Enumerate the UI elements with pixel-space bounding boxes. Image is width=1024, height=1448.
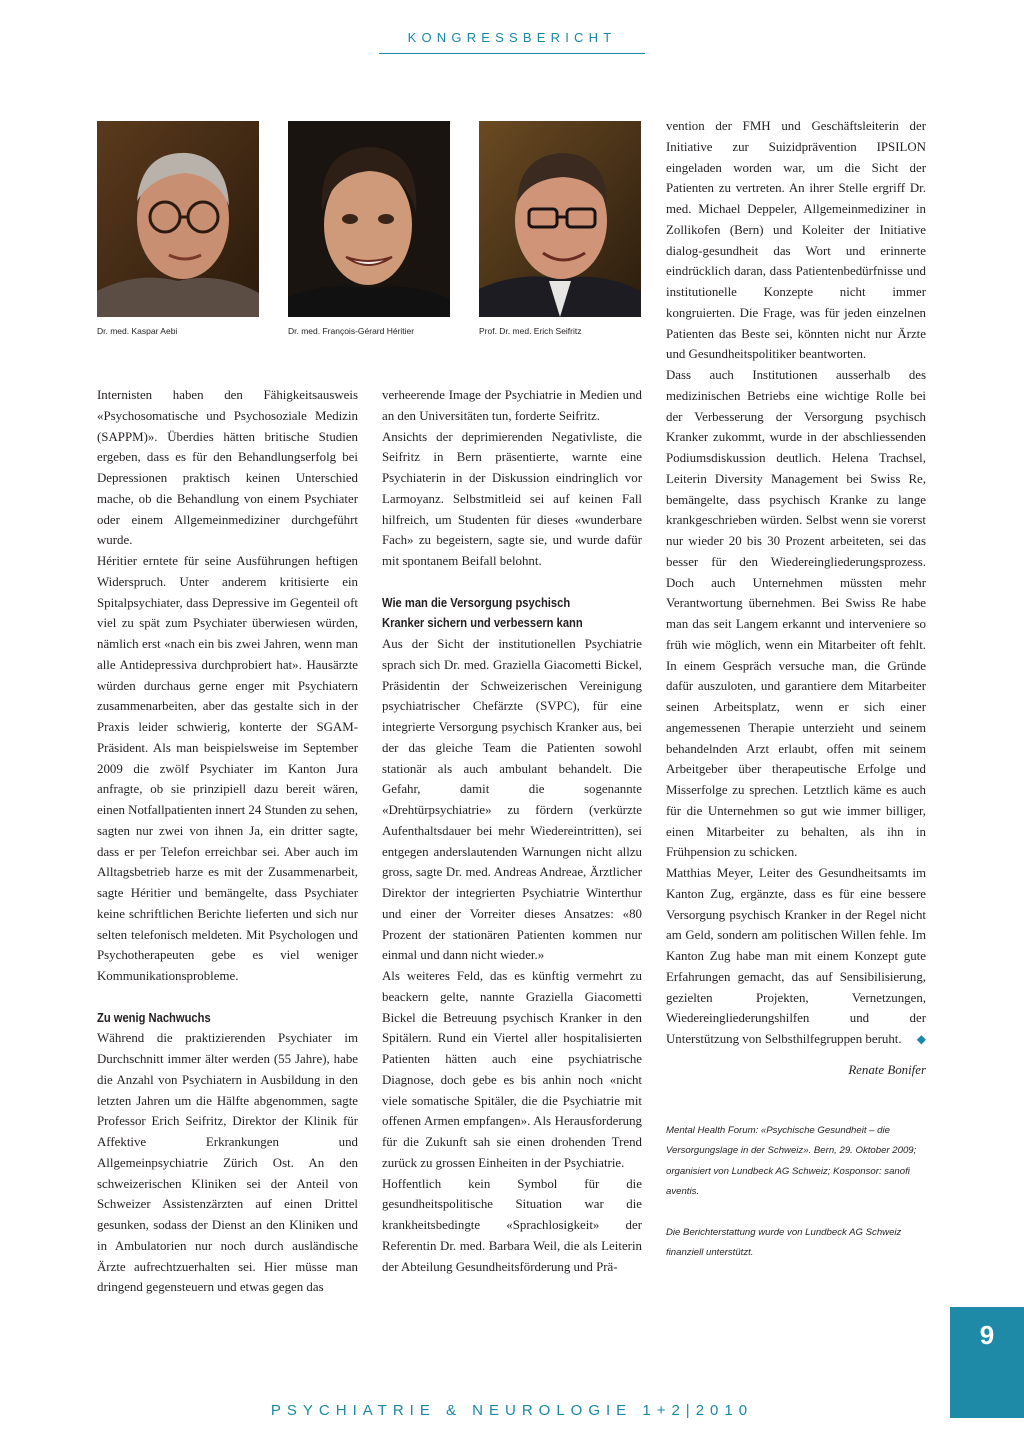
col3-paragraph-1: vention der FMH und Geschäftsleiterin der Initiative zur Suizidprävention IPSILON eingeladen worden war, um die Sicht der Patienten zu vertreten. An ihrer Stelle ergriff Dr. med. Michael Deppeler, Allgemeinmediziner in Zollikofen (Bern) und Koleiter der Initiative dialog-gesundheit das Wort und erinnerte eindrücklich daran, dass Patientenbedürfnisse und institutionelle Konzepte nicht immer kongruierten. Die Frage, was für jeden einzelnen Patienten das Beste sei, könnten nicht nur Ärzte und Gesundheitspolitiker beantworten. [666, 119, 926, 362]
col1-paragraph-2: Héritier erntete für seine Ausführungen heftigen Widerspruch. Unter anderem kritisierte ein Spitalpsychiater, dass Depressive im Gegenteil oft viel zu spät zum Psychiater überwiesen würden, nämlich erst «nach ein bis zwei Jahren, wenn man alle Antidepressiva durchprobiert hat». Hausärzte würden durchaus gerne enger mit Psychiatern zusammenarbeiten, aber das gestalte sich in der Praxis leider schwierig, konterte der SGAM-Präsident. Als man beispielsweise im September 2009 die zwölf Psychiater im Kanton Jura anfragte, ob sie prinzipiell dazu bereit wären, einen Notfallpatienten innert 24 Stunden zu sehen, sagten nur zwei von ihnen Ja, ein dritter sagte, dass er per Telefon erreichbar sei. Aber auch im Alltagsbetrieb harze es mit der Zusammenarbeit, sagte Héritier und bemängelte, dass Psychiater keine schriftlichen Berichte lieferten und sich nur selten telefonisch meldeten. Mit Psychologen und Psychotherapeuten gebe es viel weniger Kommunikationsprobleme. [97, 554, 358, 983]
col2-paragraph-5: Hoffentlich kein Symbol für die gesundheitspolitische Situation war die krankheitsbedingte «Sprachlosigkeit» der Referentin Dr. med. Barbara Weil, die als Leiterin der Abteilung Gesundheitsförderung und Prä- [382, 1176, 642, 1274]
col3-paragraph-3-text: Matthias Meyer, Leiter des Gesundheitsamts im Kanton Zug, ergänzte, dass es für eine bessere Versorgung psychisch Kranker in der Regel nicht am Geld, sondern am politischen Willen fehle. Im Kanton Zug habe man mit einem Konzept gute Erfahrungen gemacht, das auf Sensibilisierung, gezielten Projekten, Vernetzungen, Wiedereingliederungshilfen und der Unterstützung von Selbsthilfegruppen beruht. [666, 866, 926, 1046]
photo-caption-2: Dr. med. François-Gérard Héritier [288, 326, 415, 336]
col3-paragraph-3 [666, 863, 926, 1050]
col2-paragraph-3: Aus der Sicht der institutionellen Psychiatrie sprach sich Dr. med. Graziella Giacometti Bickel, Präsidentin der Schweizerischen Vereinigung psychiatrischer Chefärzte (SVPC), für eine integrierte Versorgung psychisch Kranker aus, bei der das gleiche Team die Patienten sowohl stationär als auch ambulant behandelt. Die Gefahr, damit die sogenannte «Drehtürpsychiatrie» zu fördern (verkürzte Aufenthaltsdauer bei mehr Wiedereintritten), sei entgegen anderslautenden Warnungen nicht allzu gross, sagte Dr. med. Andreas Andreae, Ärztlicher Direktor der integrierten Psychiatrie Winterthur und einer der Vorreiter dieses Ansatzes: «80 Prozent der stationären Patienten kommen nur einmal und dann nicht wieder.» [382, 637, 642, 963]
section-header: KONGRESSBERICHT [407, 30, 617, 45]
page-number: 9 [979, 1320, 995, 1350]
funding-note: Die Berichterstattung wurde von Lundbeck AG Schweiz finanziell unterstützt. [666, 1226, 902, 1258]
portrait-photo-aebi [97, 121, 259, 317]
column-2 [382, 385, 642, 1277]
end-mark-icon: ◆ [916, 1032, 926, 1046]
col1-subheading: Zu wenig Nachwuchs [97, 1009, 211, 1025]
col2-paragraph-1: verheerende Image der Psychiatrie in Medien und an den Universitäten tun, forderte Seifritz. [382, 388, 642, 423]
portrait-photo-seifritz [479, 121, 641, 317]
col2-paragraph-2: Ansichts der deprimierenden Negativliste, die Seifritz in Bern präsentierte, warnte eine Psychiaterin in der Diskussion eindringlich vor Larmoyanz. Selbstmitleid sei auf keinen Fall hilfreich, um Studenten für dieses «wunderbare Fach» zu begeistern, sagte sie, und wurde dafür mit spontanem Beifall belohnt. [382, 429, 642, 568]
col3-paragraph-2: Dass auch Institutionen ausserhalb des medizinischen Betriebs eine wichtige Rolle bei der Verbesserung der Versorgung psychisch Kranker zukommt, wurde in der abschliessenden Podiumsdiskussion deutlich. Helena Trachsel, Leiterin Diversity Management bei Swiss Re, bemängelte, dass psychisch Kranke zu lange krankgeschrieben würden. Selbst wenn sie vorerst nur wieder 20 bis 30 Prozent arbeiteten, sei das besser für den Wiedereingliederungsprozess. Doch auch Unternehmen müssten mehr Verantwortung übernehmen. Bei Swiss Re habe man das seit Langem erkannt und interveniere so früh wie möglich, wenn ein Mitarbeiter oft fehlt. In einem Gespräch versuche man, die Gründe dafür auszuloten, und garantiere dem Mitarbeiter seinen Arbeitsplatz, wenn er sich einer angemessenen Therapie unterzieht und seinem behandelnden Arzt erlaubt, offen mit seinem Arbeitgeber über therapeutische Erfolge und Misserfolge zu sprechen. Letztlich käme es auch für die Unternehmen so gut wie immer billiger, einen Mitarbeiter zu behalten, als ihn in Frühpension zu schicken. [666, 368, 926, 860]
col1-paragraph-1: Internisten haben den Fähigkeitsausweis «Psychosomatische und Psychosoziale Medizin (SAPPM)». Überdies hätten britische Studien ergeben, dass es für den Behandlungserfolg bei Depressionen praktisch keinen Unterschied mache, ob die Behandlung von einem Psychiater oder einem Allgemeinmediziner durchgeführt wurde. [97, 388, 358, 548]
event-note: Mental Health Forum: «Psychische Gesundheit – die Versorgungslage in der Schweiz». Bern, 29. Oktober 2009; organisiert von Lundbeck AG Schweiz; Kosponsor: sanofi aventis. [666, 1124, 917, 1197]
col2-subheading-line-2: Kranker sichern und verbessern kann [382, 615, 583, 631]
column-3 [666, 116, 926, 1264]
col2-subheading-line-1: Wie man die Versorgung psychisch [382, 594, 571, 610]
journal-footer: PSYCHIATRIE & NEUROLOGIE 1+2|2010 [270, 1402, 754, 1419]
author-name: Renate Bonifer [848, 1062, 926, 1077]
col1-paragraph-3: Während die praktizierenden Psychiater im Durchschnitt immer älter werden (55 Jahre), habe die Anzahl von Psychiatern in Ausbildung in den letzten Jahren um die Hälfte abgenommen, sagte Professor Erich Seifritz, Direktor der Klinik für Affektive Erkrankungen und Allgemeinpsychiatrie Zürich Ost. An den schweizerischen Kliniken sei der Anteil von Schweizer Assistenzärzten auf einen Drittel gesunken, sodass der Dienst an den Kliniken und in Ambulatorien nur noch durch ausländische Ärzte aufrechtzuerhalten sei. Hier müsse man dringend gegensteuern und etwas gegen das [97, 1031, 358, 1295]
portrait-photo-heritier [288, 121, 450, 317]
photo-caption-3: Prof. Dr. med. Erich Seifritz [479, 326, 582, 336]
photo-caption-1: Dr. med. Kaspar Aebi [97, 326, 178, 336]
header-rule [379, 53, 645, 54]
col2-paragraph-4: Als weiteres Feld, das es künftig vermehrt zu beackern gelte, nannte Graziella Giacometti Bickel die Betreuung psychisch Kranker in den Spitälern. Rund ein Viertel aller hospitalisierten Patienten hätten auch eine psychiatrische Diagnose, doch gebe es bis anhin noch «nicht viele somatische Spitäler, die die Psychiatrie mit offenen Armen empfangen». Als Herausforderung für die Zukunft sah sie einen drohenden Trend zurück zu grossen Einheiten in der Psychiatrie. [382, 969, 642, 1170]
column-1 [97, 385, 358, 1298]
